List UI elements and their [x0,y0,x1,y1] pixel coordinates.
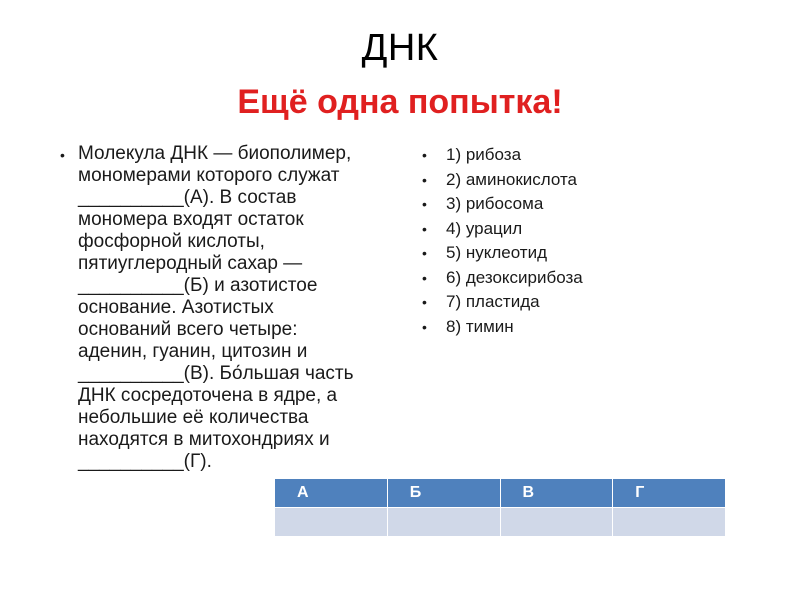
answer-table-header-row [275,479,726,508]
option-item [422,217,752,242]
answer-header-b: Б [387,479,500,508]
answer-cell-a[interactable] [275,508,388,537]
bullet-icon: • [422,147,427,163]
task-paragraph: Молекула ДНК — биополимер, мономерами которого служат __________(А). В состав мономера входят остаток фосфорной кислоты, пятиуглеродный сахар — __________(Б) и азотистое основание. Азотистых оснований всего четыре: аденин, гуанин, цитозин и __________(В). Бо́льшая часть ДНК сосредоточена в ядре, а небольшие её количества находятся в митохондриях и __________(Г). [78,143,354,472]
option-item [422,266,752,291]
bullet-icon: • [60,147,65,163]
bullet-icon: • [422,294,427,310]
page-subtitle: Ещё одна попытка! [237,83,563,121]
task-text-column [60,143,390,473]
task-paragraph-item [60,143,390,473]
answer-cell-g[interactable] [613,508,726,537]
answer-table-row [275,508,726,537]
answer-header-g: Г [613,479,726,508]
bullet-icon: • [422,171,427,188]
bullet-icon: • [422,318,427,335]
page-title: ДНК [361,27,439,69]
option-label: 5) нуклеотид [446,243,548,262]
answer-header-v: В [500,479,613,508]
option-label: 4) урацил [446,218,523,238]
answer-cell-b[interactable] [387,508,500,537]
bullet-icon: • [422,269,427,286]
bullet-icon: • [422,220,427,237]
bullet-icon: • [422,245,427,261]
answer-cell-v[interactable] [500,508,613,537]
option-label: 2) аминокислота [446,169,577,189]
option-item [422,241,752,266]
option-label: 7) пластида [446,292,540,311]
option-label: 6) дезоксирибоза [446,267,583,287]
option-label: 3) рибосома [446,194,544,213]
options-list [422,143,752,339]
option-item [422,143,752,168]
bullet-icon: • [422,196,427,212]
option-item [422,315,752,340]
option-label: 1) рибоза [446,145,522,164]
option-label: 8) тимин [446,316,514,336]
option-item [422,168,752,193]
option-item [422,192,752,217]
option-item [422,290,752,315]
answer-header-a: А [275,479,388,508]
answer-table [274,478,726,537]
